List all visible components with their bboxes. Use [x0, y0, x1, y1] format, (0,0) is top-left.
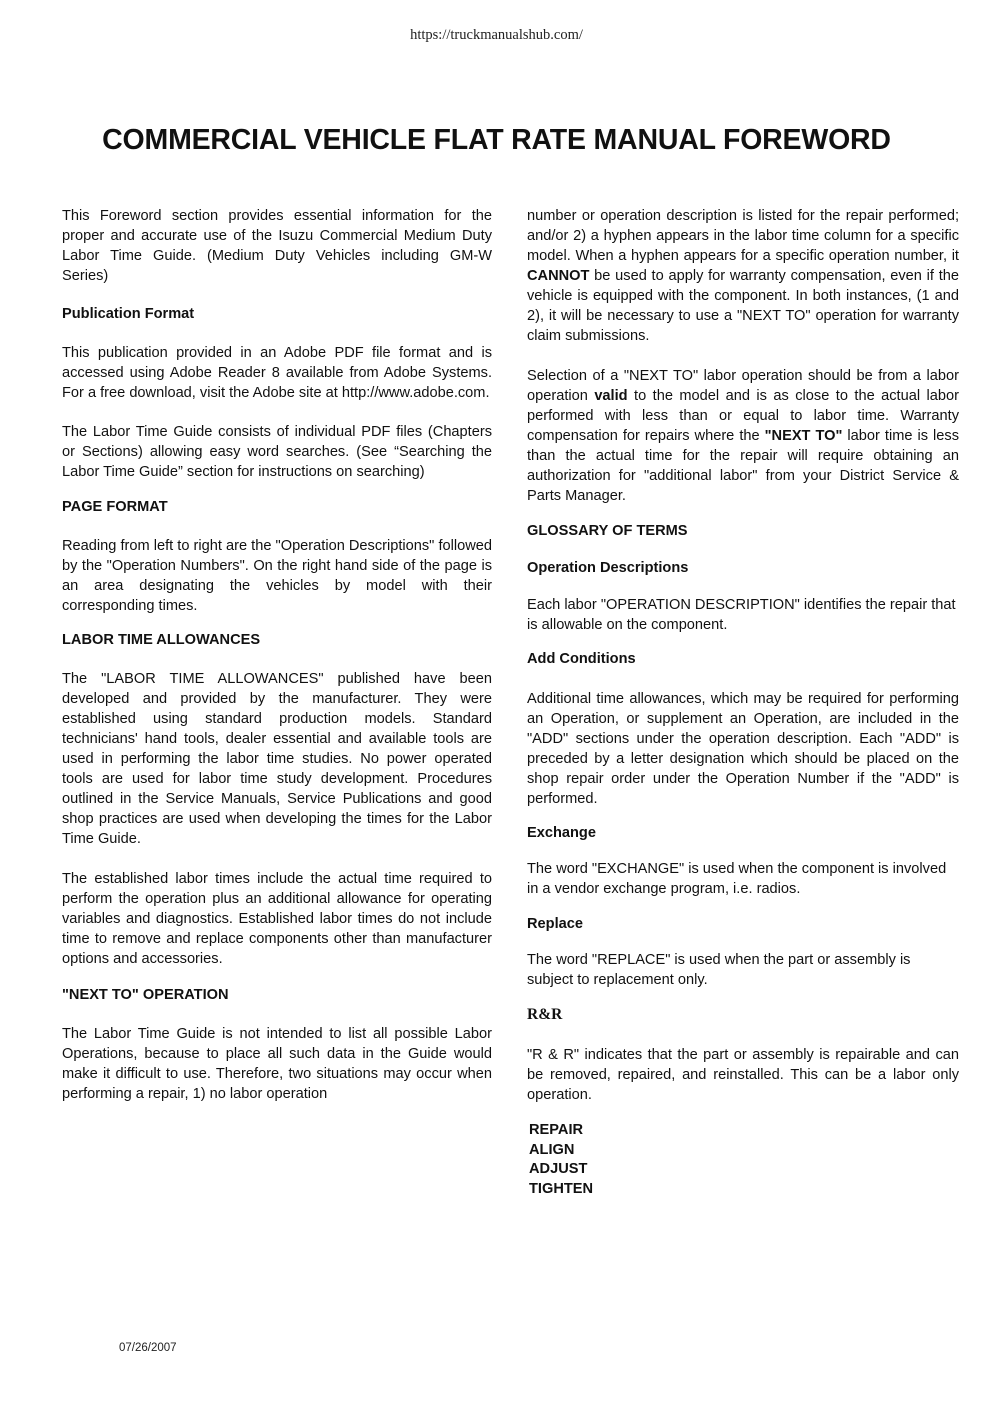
- labor-time-allowances-heading: LABOR TIME ALLOWANCES: [62, 632, 261, 648]
- add-conditions-paragraph: Additional time allowances, which may be required for performing an Operation, or supplement an Operation, are included in the "ADD" sections under the operation description. Each "ADD" is preceded by a letter designation which should be placed on the shop repair order under the Operation Number if the "ADD" is performed.: [527, 691, 959, 807]
- labor-time-allowances-paragraph-2: The established labor times include the actual time required to perform the operation plus an additional allowance for operating variables and diagnostics. Established labor times do not include time to remove and replace components other than manufacturer options and accessories.: [62, 871, 492, 967]
- next-to-emphasis: "NEXT TO": [764, 428, 843, 444]
- replace-heading: Replace: [527, 916, 583, 932]
- cannot-emphasis: CANNOT: [527, 268, 590, 284]
- right-column: [527, 206, 959, 1199]
- exchange-paragraph: The word "EXCHANGE" is used when the component is involved in a vendor exchange program, i.e. radios.: [527, 861, 947, 897]
- header-url: https://truckmanualshub.com/: [410, 27, 583, 43]
- term-tighten: TIGHTEN: [529, 1180, 594, 1197]
- page-format-heading: PAGE FORMAT: [62, 499, 168, 515]
- r-and-r-heading: R&R: [527, 1006, 563, 1023]
- labor-time-allowances-paragraph-1: The "LABOR TIME ALLOWANCES" published have been developed and provided by the manufacturer. They were established using standard production models. Standard technicians' hand tools, dealer essential and available tools are used in performing the labor time studies. No power operated tools are used for labor time study development. Procedures outlined in the Service Manuals, Service Publications and good shop practices are used when developing the times for the Labor Time Guide.: [62, 671, 492, 847]
- glossary-heading: GLOSSARY OF TERMS: [527, 523, 688, 539]
- add-conditions-heading: Add Conditions: [527, 651, 636, 667]
- publication-format-paragraph-1: This publication provided in an Adobe PDF file format and is accessed using Adobe Reader 8 available from Adobe Systems. For a free download, visit the Adobe site at http://www.adobe.com.: [62, 345, 492, 401]
- exchange-heading: Exchange: [527, 825, 596, 841]
- page-title: COMMERCIAL VEHICLE FLAT RATE MANUAL FOREWORD: [102, 124, 891, 156]
- publication-format-heading: Publication Format: [62, 306, 195, 322]
- left-column: [62, 206, 492, 1104]
- next-to-continued-paragraph: number or operation description is listed for the repair performed; and/or 2) a hyphen appears in the labor time column for a specific model. When a hyphen appears for a specific operation number, it CANNOT be used to apply for warranty compensation, even if the vehicle is equipped with the component. In both instances, (1 and 2), it will be necessary to use a "NEXT TO" operation for warranty claim submissions.: [527, 208, 959, 344]
- operation-descriptions-paragraph: Each labor "OPERATION DESCRIPTION" identifies the repair that is allowable on the component.: [527, 597, 956, 633]
- replace-paragraph: The word "REPLACE" is used when the part or assembly is subject to replacement only.: [527, 952, 911, 988]
- footer-date: 07/26/2007: [119, 1342, 177, 1354]
- operation-terms-list: [527, 1121, 959, 1199]
- next-to-operation-heading: "NEXT TO" OPERATION: [62, 987, 229, 1003]
- term-repair: REPAIR: [529, 1122, 584, 1138]
- valid-emphasis: valid: [594, 388, 628, 404]
- intro-paragraph: This Foreword section provides essential information for the proper and accurate use of the Isuzu Commercial Medium Duty Labor Time Guide. (Medium Duty Vehicles including GM-W Series): [62, 208, 492, 284]
- r-and-r-paragraph: "R & R" indicates that the part or assembly is repairable and can be removed, repaired, and reinstalled. This can be a labor only operation.: [527, 1047, 959, 1103]
- page-format-paragraph: Reading from left to right are the "Operation Descriptions" followed by the "Operation Numbers". On the right hand side of the page is an area designating the vehicles by model with their corresponding times.: [62, 538, 492, 614]
- selection-paragraph: Selection of a "NEXT TO" labor operation should be from a labor operation valid to the model and is as close to the actual labor performed with less than or equal to labor time. Warranty compensation for repairs where the "NEXT TO" labor time is less than the actual time for the repair will require obtaining an authorization for "additional labor" from your District Service & Parts Manager.: [527, 368, 959, 504]
- operation-descriptions-heading: Operation Descriptions: [527, 560, 689, 576]
- publication-format-paragraph-2: The Labor Time Guide consists of individual PDF files (Chapters or Sections) allowing easy word searches. (See “Searching the Labor Time Guide” section for instructions on searching): [62, 424, 492, 480]
- next-to-operation-paragraph: The Labor Time Guide is not intended to list all possible Labor Operations, because to place all such data in the Guide would make it difficult to use. Therefore, two situations may occur when performing a repair, 1) no labor operation: [62, 1026, 492, 1102]
- term-adjust: ADJUST: [529, 1161, 588, 1177]
- term-align: ALIGN: [529, 1141, 575, 1158]
